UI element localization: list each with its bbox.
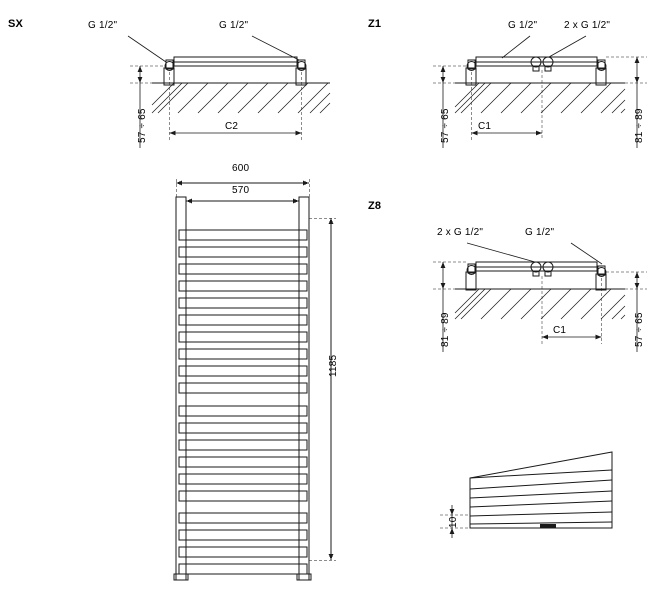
view-label-z8: Z8 [368, 200, 382, 212]
z1-connection-label-double: 2 x G 1/2" [564, 20, 611, 31]
side-dim-depth: 10 [448, 516, 459, 528]
sx-dim-center-distance: C2 [225, 121, 239, 132]
z1-dim-height-right: 81 ÷ 89 [634, 108, 645, 143]
z1-connection-label-single: G 1/2" [508, 20, 538, 31]
view-side [440, 452, 612, 538]
view-z1 [433, 36, 647, 148]
z8-connection-label-single: G 1/2" [525, 227, 555, 238]
z8-dim-center-distance: C1 [553, 325, 567, 336]
z8-dim-height-right: 57 ÷ 65 [634, 312, 645, 347]
z1-dim-height-left: 57 ÷ 65 [440, 108, 451, 143]
front-dim-rail-width: 570 [232, 185, 250, 196]
sx-dim-height-range: 57 ÷ 65 [137, 108, 148, 143]
front-dim-overall-width: 600 [232, 163, 250, 174]
front-dim-overall-height: 1185 [328, 354, 339, 377]
z8-dim-height-left: 81 ÷ 89 [440, 312, 451, 347]
view-front [174, 178, 336, 580]
view-z8 [433, 243, 647, 352]
sx-connection-label-right: G 1/2" [219, 20, 249, 31]
sx-connection-label-left: G 1/2" [88, 20, 118, 31]
view-label-z1: Z1 [368, 18, 382, 30]
z1-dim-center-distance: C1 [478, 121, 492, 132]
z8-connection-label-double: 2 x G 1/2" [437, 227, 484, 238]
view-label-sx: SX [8, 18, 24, 30]
